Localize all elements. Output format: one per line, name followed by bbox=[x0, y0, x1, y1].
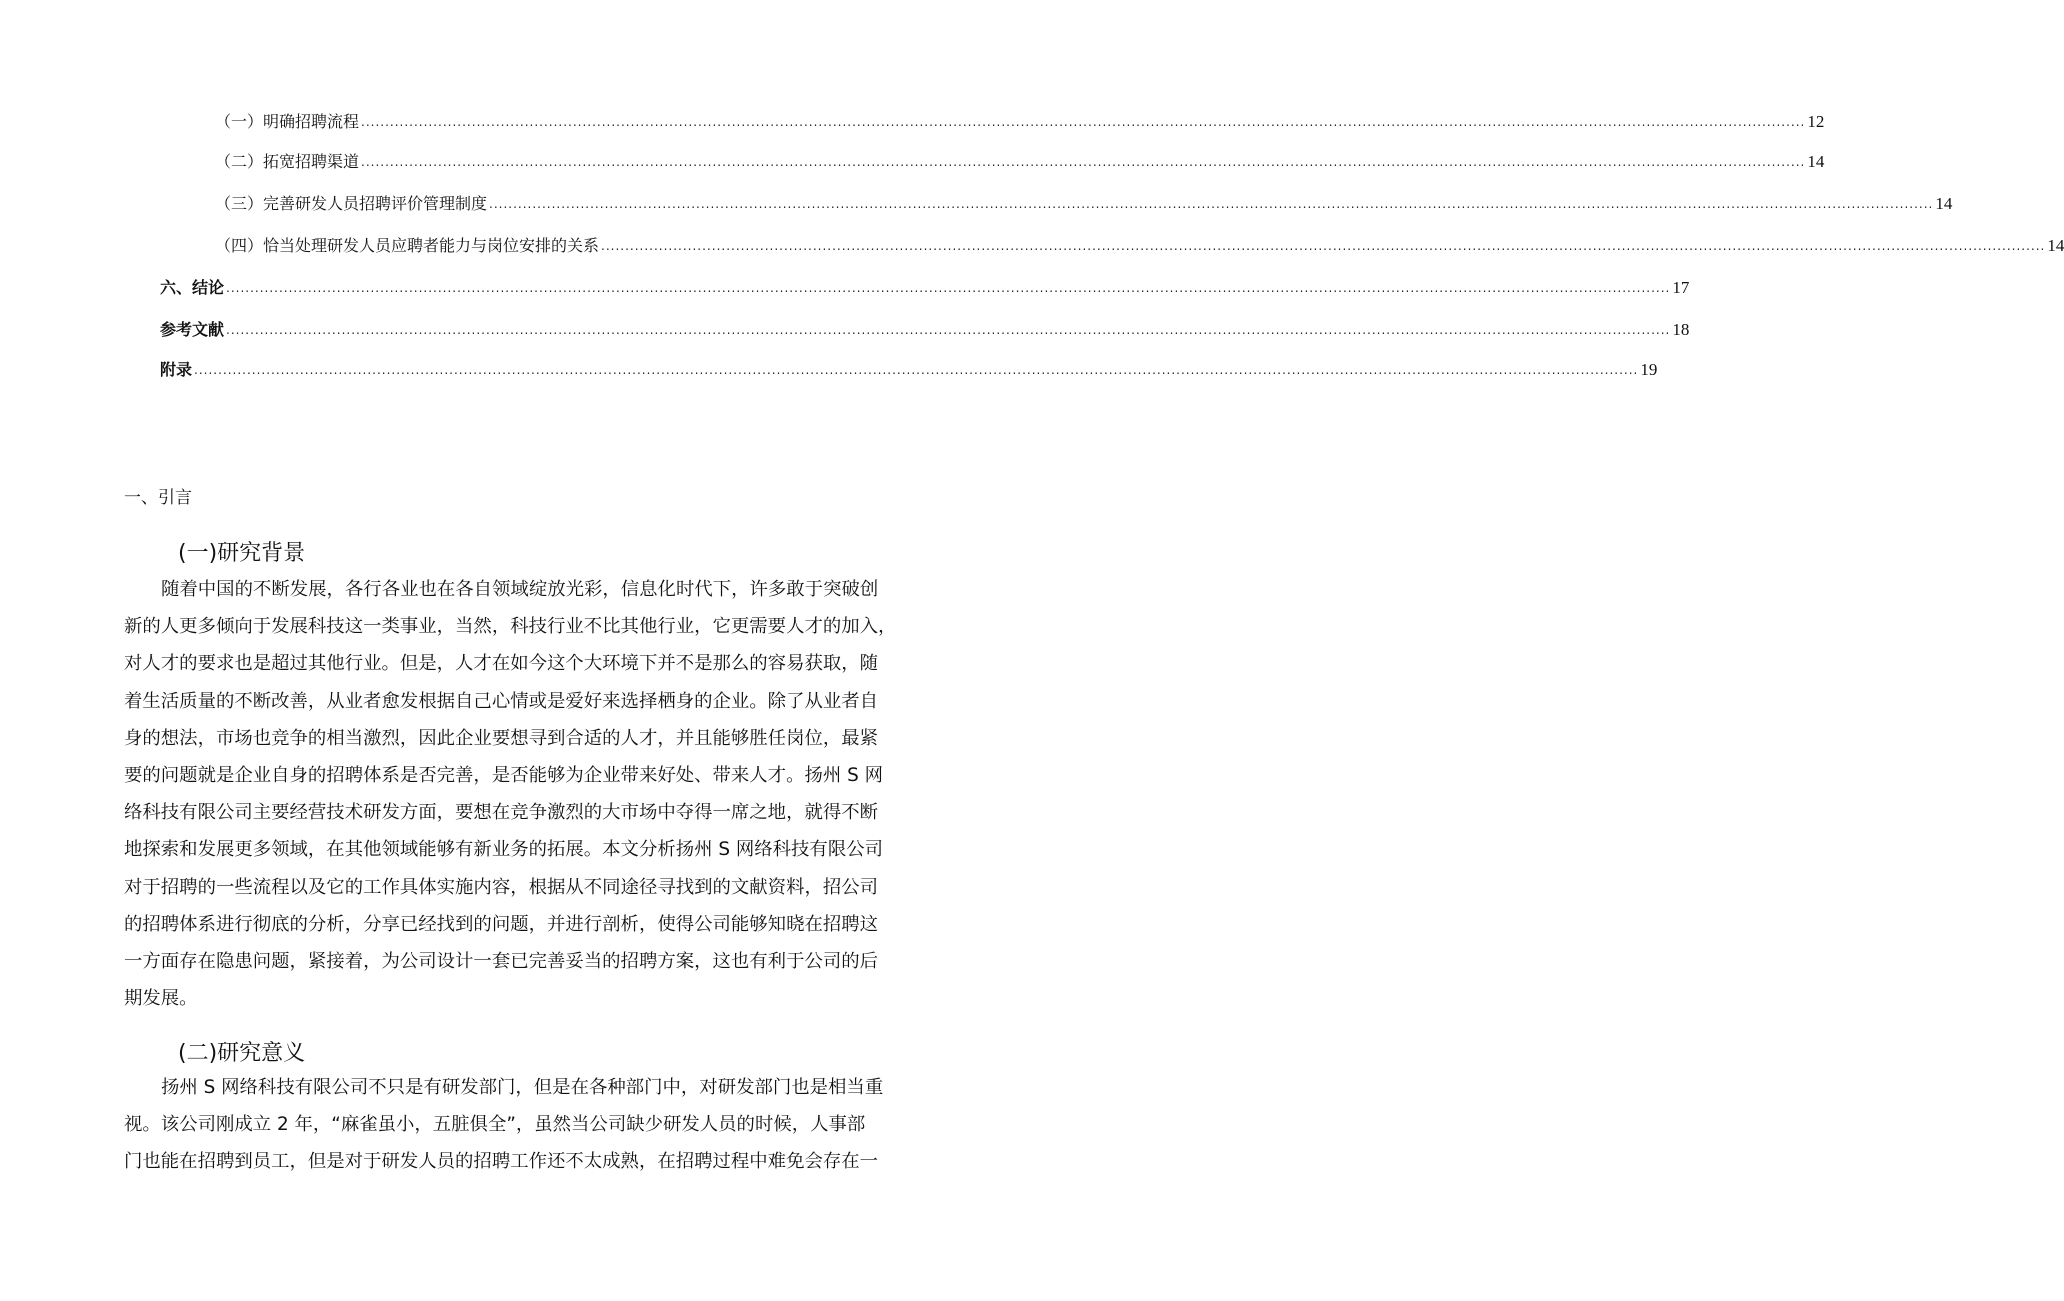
toc-entry[interactable] bbox=[0, 232, 2064, 256]
toc-entry-title: （四）恰当处理研发人员应聘者能力与岗位安排的关系 bbox=[215, 236, 600, 255]
toc-leader-dots: ............................................................................................................................................................................................................................................................................................................ bbox=[194, 363, 1639, 377]
toc-leader-dots: ............................................................................................................................................................................................................................................................................................................ bbox=[361, 155, 1806, 169]
toc-entry[interactable] bbox=[0, 190, 1953, 214]
toc-page-number: 18 bbox=[1672, 320, 1690, 339]
paragraph-line: 期发展。 bbox=[124, 988, 198, 1010]
toc-entry-title: （三）完善研发人员招聘评价管理制度 bbox=[215, 194, 488, 213]
toc-entry[interactable] bbox=[0, 356, 1658, 380]
toc-entry-title: （一）明确招聘流程 bbox=[215, 112, 360, 131]
paragraph-line: 一方面存在隐患问题，紧接着，为公司设计一套已完善妥当的招聘方案，这也有利于公司的后 bbox=[124, 951, 879, 972]
paragraph-line: 新的人更多倾向于发展科技这一类事业，当然，科技行业不比其他行业，它更需要人才的加入， bbox=[124, 616, 897, 638]
subsection-title-significance: (二)研究意义 bbox=[178, 1041, 306, 1066]
paragraph-line: 身的想法，市场也竞争的相当激烈，因此企业要想寻到合适的人才，并且能够胜任岗位，最紧 bbox=[124, 727, 879, 749]
toc-page-number: 14 bbox=[2047, 236, 2064, 255]
toc-entry-title: 参考文献 bbox=[160, 320, 225, 339]
toc-leader-dots: ............................................................................................................................................................................................................................................................................................................ bbox=[226, 281, 1671, 295]
toc-entry[interactable] bbox=[0, 274, 1690, 298]
toc-entry[interactable] bbox=[0, 148, 1825, 172]
toc-page-number: 14 bbox=[1935, 194, 1953, 213]
toc-entry-title: （二）拓宽招聘渠道 bbox=[215, 152, 360, 171]
toc-page-number: 12 bbox=[1807, 112, 1825, 131]
toc-leader-dots: ............................................................................................................................................................................................................................................................................................................ bbox=[601, 239, 2046, 253]
paragraph-line: 要的问题就是企业自身的招聘体系是否完善，是否能够为企业带来好处、带来人才。扬州 S 网 bbox=[124, 765, 883, 786]
toc-entry[interactable] bbox=[0, 108, 1825, 132]
paragraph-line: 的招聘体系进行彻底的分析，分享已经找到的问题，并进行剖析，使得公司能够知晓在招聘这 bbox=[124, 913, 879, 935]
toc-entry-title: 六、结论 bbox=[160, 278, 225, 297]
toc-entry-title: 附录 bbox=[160, 360, 193, 379]
paragraph-line: 着生活质量的不断改善，从业者愈发根据自己心情或是爱好来选择栖身的企业。除了从业者自 bbox=[124, 690, 879, 712]
paragraph-line: 对于招聘的一些流程以及它的工作具体实施内容，根据从不同途径寻找到的文献资料，招公司 bbox=[124, 876, 879, 898]
paragraph-line: 视。该公司刚成立 2 年，“麻雀虽小，五脏俱全”，虽然当公司缺少研发人员的时候，人事部 bbox=[124, 1114, 866, 1136]
subsection-title-background: (一)研究背景 bbox=[178, 541, 306, 566]
toc-page-number: 17 bbox=[1672, 278, 1690, 297]
paragraph-line: 门也能在招聘到员工，但是对于研发人员的招聘工作还不太成熟，在招聘过程中难免会存在一 bbox=[124, 1151, 879, 1173]
toc-leader-dots: ............................................................................................................................................................................................................................................................................................................ bbox=[489, 197, 1934, 211]
toc-leader-dots: ............................................................................................................................................................................................................................................................................................................ bbox=[361, 115, 1806, 129]
toc-page-number: 14 bbox=[1807, 152, 1825, 171]
toc-leader-dots: ............................................................................................................................................................................................................................................................................................................ bbox=[226, 323, 1671, 337]
toc-page-number: 19 bbox=[1640, 360, 1658, 379]
paragraph-line: 随着中国的不断发展，各行各业也在各自领域绽放光彩，信息化时代下，许多敢于突破创 bbox=[161, 579, 879, 600]
paragraph-line: 扬州 S 网络科技有限公司不只是有研发部门，但是在各种部门中，对研发部门也是相当重 bbox=[161, 1077, 884, 1098]
paragraph-line: 地探索和发展更多领域，在其他领域能够有新业务的拓展。本文分析扬州 S 网络科技有限公司 bbox=[124, 839, 883, 861]
toc-entry[interactable] bbox=[0, 316, 1690, 340]
paragraph-line: 络科技有限公司主要经营技术研发方面，要想在竞争激烈的大市场中夺得一席之地，就得不断 bbox=[124, 802, 879, 824]
section-title: 一、引言 bbox=[124, 488, 192, 508]
paragraph-line: 对人才的要求也是超过其他行业。但是，人才在如今这个大环境下并不是那么的容易获取，随 bbox=[124, 653, 879, 675]
